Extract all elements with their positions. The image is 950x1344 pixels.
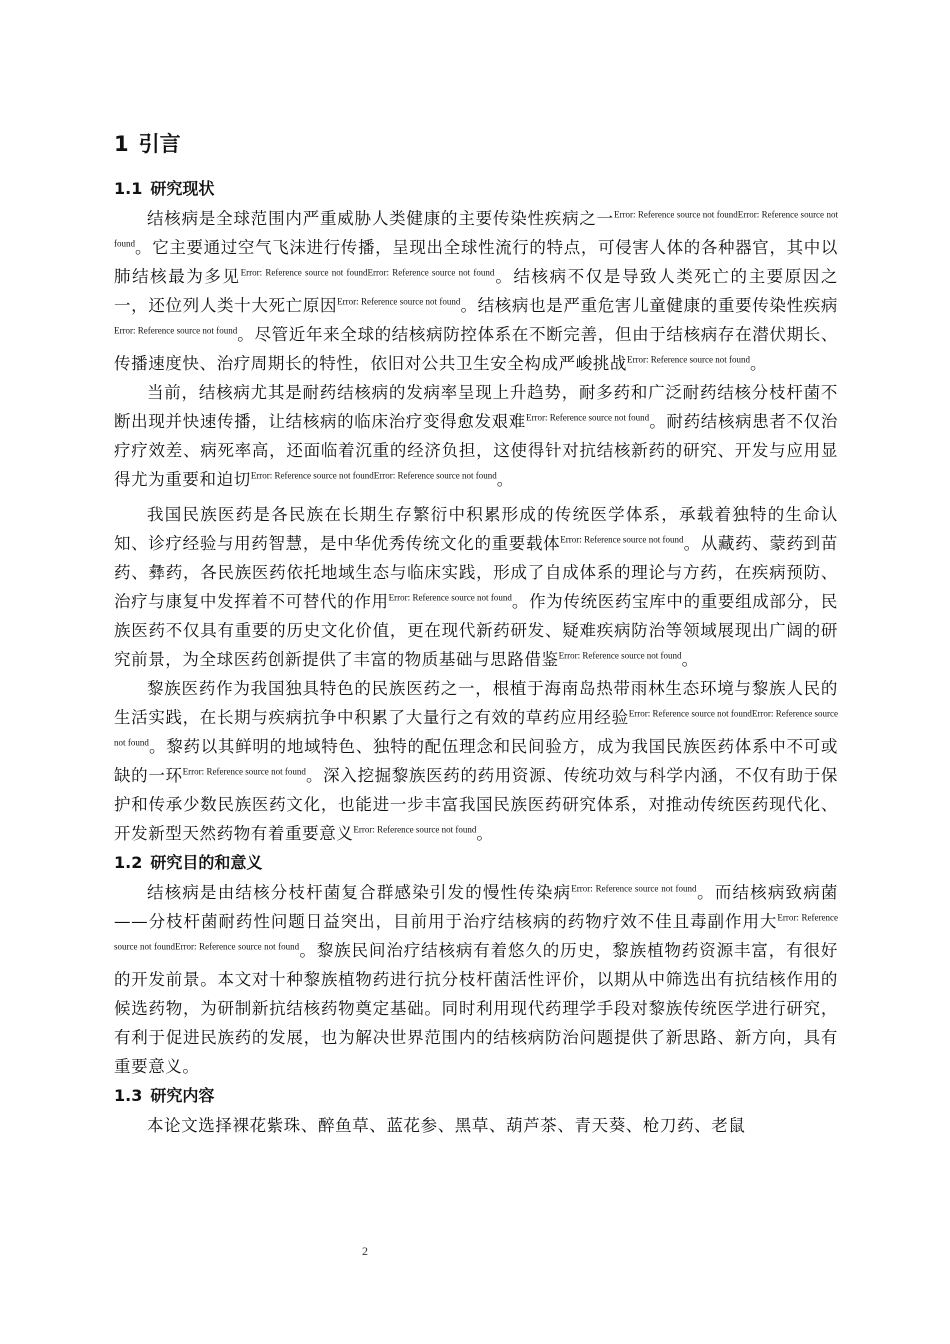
- citation-error: Error: Reference source not found: [571, 883, 697, 894]
- section-number: 1.3: [114, 1086, 143, 1105]
- text-segment: 。从藏药、蒙药到苗药、彝药，各民族医药依托地域生态与临床实践，形成了自成体系的理论与方药，在疾病预防、治疗与康复中发挥着不可替代的作用: [114, 534, 838, 611]
- paragraph-1: [114, 204, 838, 378]
- citation-error: Error: Reference source not found: [627, 354, 750, 365]
- citation-error: Error: Reference source not found: [525, 412, 650, 423]
- citation-error: Error: Reference source not found: [560, 534, 684, 545]
- citation-error: Error: Reference source not foundError: Reference source not found: [250, 470, 497, 481]
- section-heading-1-1: [114, 174, 838, 204]
- section-number: 1.1: [114, 179, 143, 198]
- text-segment: 。结核病也是严重危害儿童健康的重要传染性疾病: [460, 296, 839, 315]
- text-segment: 我国民族医药是各民族在长期生存繁衍中积累形成的传统医学体系，承载着独特的生命认知、诊疗经验与用药智慧，是中华优秀传统文化的重要载体: [114, 505, 838, 553]
- text-segment: 。结核病不仅是导致人类死亡的主要原因之一，还位列人类十大死亡原因: [114, 267, 839, 315]
- text-segment: 本论文选择裸花紫珠、醉鱼草、蓝花参、黑草、葫芦茶、青天葵、枪刀药、老鼠: [147, 1116, 746, 1135]
- text-segment: 。黎族民间治疗结核病有着悠久的历史，黎族植物药资源丰富，有很好的开发前景。本文对十种黎族植物药进行抗分枝杆菌活性评价，以期从中筛选出有抗结核作用的候选药物，为研制新抗结核药物奠定基础。同时利用现代药理学手段对黎族传统医学进行研究，有利于促进民族药的发展，也为解决世界范围内的结核病防治问题提供了新思路、新方向，具有重要意义。: [114, 941, 838, 1076]
- chapter-title: 引言: [138, 132, 181, 156]
- citation-error: Error: Reference source not foundError: Reference source not found: [240, 267, 495, 278]
- text-segment: 。深入挖掘黎族医药的药用资源、传统功效与科学内涵，不仅有助于保护和传承少数民族医药文化，也能进一步丰富我国民族医药研究体系，对推动传统医药现代化、开发新型天然药物有着重要意义: [114, 766, 839, 843]
- page-number: 2: [362, 1244, 368, 1258]
- section-heading-1-2: [114, 848, 838, 878]
- text-segment: 结核病是由结核分枝杆菌复合群感染引发的慢性传染病: [147, 883, 572, 902]
- paragraph-5: [114, 878, 838, 1081]
- chapter-heading: [114, 128, 838, 160]
- paragraph-3: [114, 500, 838, 674]
- citation-error: Error: Reference source not foundError: Reference source not found: [114, 912, 838, 952]
- citation-error: Error: Reference source not found: [558, 650, 682, 661]
- text-segment: 当前，结核病尤其是耐药结核病的发病率呈现上升趋势，耐多药和广泛耐药结核分枝杆菌不断出现并快速传播，让结核病的临床治疗变得愈发艰难: [114, 383, 838, 431]
- citation-error: Error: Reference source not foundError: Reference source not found: [114, 708, 838, 748]
- section-title: 研究目的和意义: [150, 853, 263, 872]
- page-content: [114, 128, 838, 1140]
- citation-error: Error: Reference source not foundError: Reference source not found: [114, 209, 838, 249]
- paragraph-2: [114, 378, 838, 494]
- citation-error: Error: Reference source not found: [353, 824, 477, 835]
- text-segment: 结核病是全球范围内严重威胁人类健康的主要传染性疾病之一: [147, 209, 614, 228]
- text-segment: 。: [476, 824, 494, 843]
- text-segment: 。: [496, 470, 514, 489]
- paragraph-6: [114, 1111, 838, 1140]
- text-segment: 。而结核病致病菌——分枝杆菌耐药性问题日益突出，目前用于治疗结核病的药物疗效不佳且毒副作用大: [114, 883, 838, 931]
- text-segment: 。它主要通过空气飞沫进行传播，呈现出全球性流行的特点，可侵害人体的各种器官，其中以肺结核最为多见: [114, 238, 838, 286]
- text-segment: 。黎药以其鲜明的地域特色、独特的配伍理念和民间验方，成为我国民族医药体系中不可或缺的一环: [114, 737, 839, 785]
- chapter-number: 1: [114, 132, 129, 156]
- section-heading-1-3: [114, 1081, 838, 1111]
- text-segment: 。作为传统医药宝库中的重要组成部分，民族医药不仅具有重要的历史文化价值，更在现代新药研发、疑难疾病防治等领域展现出广阔的研究前景，为全球医药创新提供了丰富的物质基础与思路借鉴: [114, 592, 838, 669]
- text-segment: 。: [681, 650, 699, 669]
- section-title: 研究内容: [150, 1086, 215, 1105]
- paragraph-4: [114, 674, 838, 848]
- section-title: 研究现状: [150, 179, 215, 198]
- section-number: 1.2: [114, 853, 143, 872]
- text-segment: 。尽管近年来全球的结核病防控体系在不断完善，但由于结核病存在潜伏期长、传播速度快、治疗周期长的特性，依旧对公共卫生安全构成严峻挑战: [114, 325, 839, 373]
- text-segment: 黎族医药作为我国独具特色的民族医药之一，根植于海南岛热带雨林生态环境与黎族人民的生活实践，在长期与疾病抗争中积累了大量行之有效的草药应用经验: [114, 679, 838, 727]
- citation-error: Error: Reference source not found: [388, 592, 512, 603]
- text-segment: 。: [749, 354, 768, 373]
- citation-error: Error: Reference source not found: [182, 766, 306, 777]
- citation-error: Error: Reference source not found: [114, 325, 238, 336]
- citation-error: Error: Reference source not found: [337, 296, 461, 307]
- text-segment: 。耐药结核病患者不仅治疗疗效差、病死率高，还面临着沉重的经济负担，这使得针对抗结核新药的研究、开发与应用显得尤为重要和迫切: [114, 412, 839, 489]
